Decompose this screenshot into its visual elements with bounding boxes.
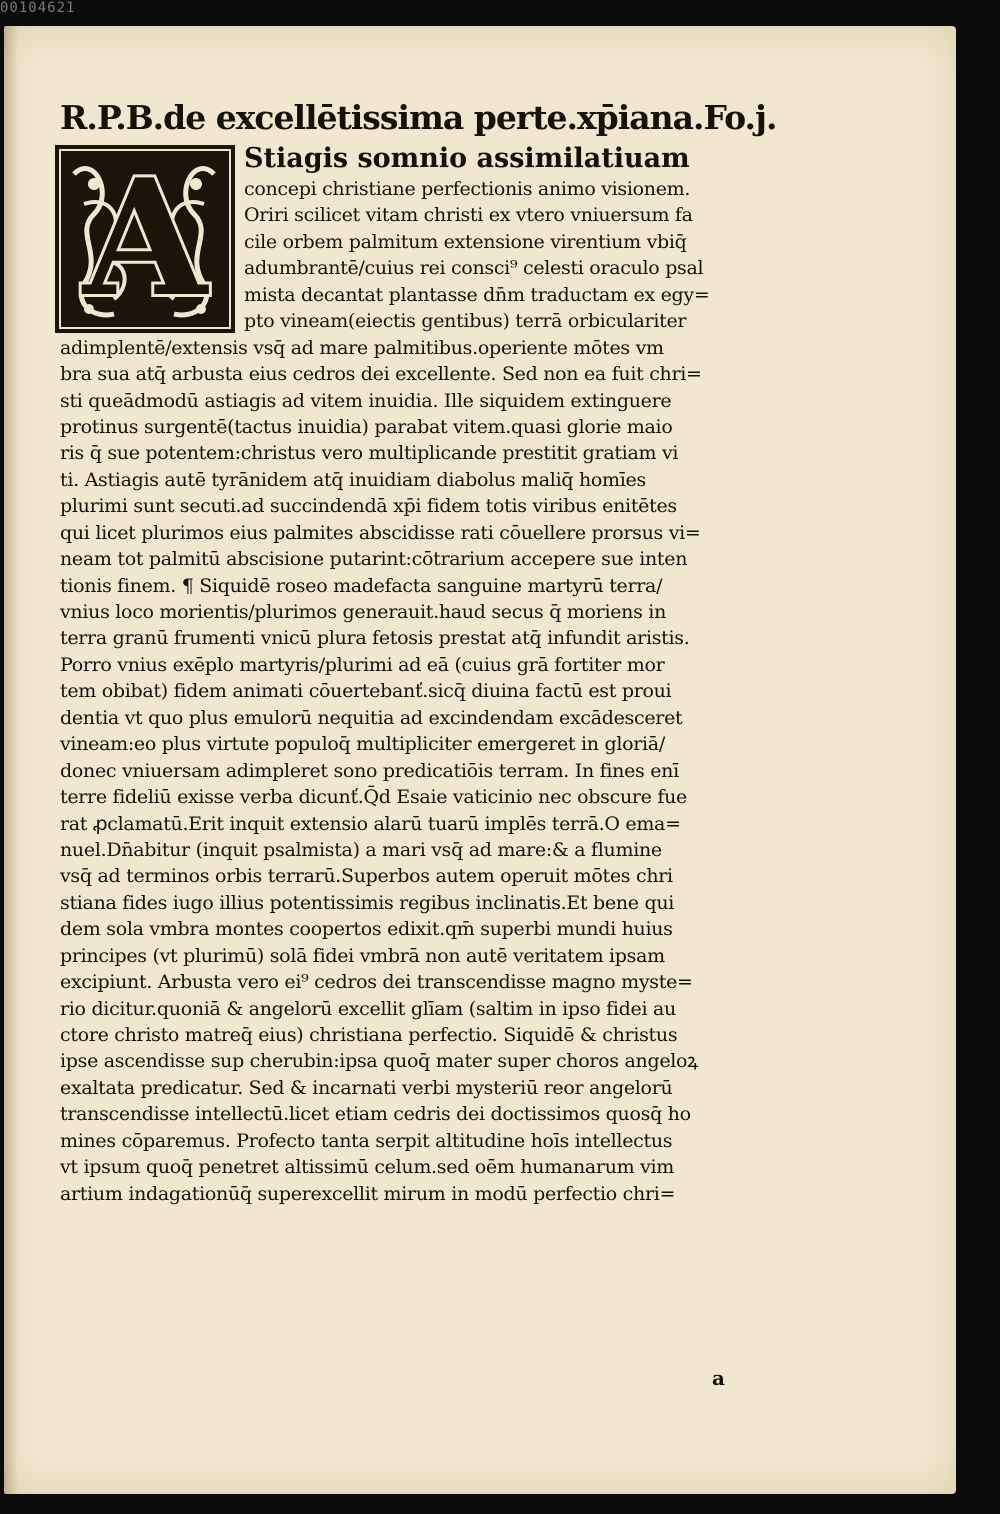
scan-id-label: 00104621 <box>0 0 76 16</box>
text-line: ris q̄ sue potentem:christus vero multiplicande prestitit gratiam vi <box>60 442 679 465</box>
text-line: terre fideliū exisse verba dicunť.Q̄d Esaie vaticinio nec obscure fue <box>60 786 687 809</box>
text-line: ipse ascendisse sup cherubin:ipsa quoq̄ mater super choros angeloꝝ <box>60 1050 698 1073</box>
page-content <box>60 98 777 1390</box>
text-line: vsq̄ ad terminos orbis terrarū.Superbos autem operuit mōtes chri <box>60 865 673 888</box>
text-line: nuel.Dn̄abitur (inquit psalmista) a mari vsq̄ ad mare:& a flumine <box>60 838 662 861</box>
text-line: tionis finem. ¶ Siquidē roseo madefacta sanguine martyrū terra/ <box>60 574 663 597</box>
signature-mark: a <box>712 1366 725 1390</box>
book-page <box>4 26 956 1494</box>
text-line: dentia vt quo plus emulorū nequitia ad excindendam excādesceret <box>60 706 683 729</box>
text-line: principes (vt plurimū) solā fidei vmbrā non autē veritatem ipsam <box>60 944 665 967</box>
running-head: R.P.B.de excellētissima perte.xp̄iana.Fo.j. <box>60 98 777 137</box>
text-line: stiana fides iugo illius potentissimis regibus inclinatis.Et bene qui <box>60 891 675 914</box>
text-line: cile orbem palmitum extensione virentium vbiq̄ <box>244 230 687 253</box>
text-line: Stiagis somnio assimilatiuam <box>244 143 690 174</box>
text-line: donec vniuersam adimpleret sono predicatiōis terram. In fines enī <box>60 759 679 782</box>
text-line: rio dicitur.quoniā & angelorū excellit glīam (saltim in ipso fidei au <box>60 997 676 1020</box>
text-line: bra sua atq̄ arbusta eius cedros dei excellente. Sed non ea fuit chri= <box>60 363 702 386</box>
text-line: sti queādmodū astiagis ad vitem inuidia. Ille siquidem extinguere <box>60 389 672 412</box>
initial-letter: A <box>82 144 208 332</box>
text-line: tem obibat) fidem animati cōuertebanť.sicq̄ diuina factū est proui <box>60 680 672 703</box>
text-line: vt ipsum quoq̄ penetret altissimū celum.sed oēm humanarum vim <box>60 1156 675 1179</box>
text-line: concepi christiane perfectionis animo visionem. <box>244 178 691 200</box>
text-line: rat ꝓclamatū.Erit inquit extensio alarū tuarū implēs terrā.O ema= <box>60 812 681 835</box>
text-line: Oriri scilicet vitam christi ex vtero vniuersum fa <box>244 204 693 227</box>
text-line: artium indagationūq̄ superexcellit mirum in modū perfectio chri= <box>60 1182 676 1205</box>
text-line: dem sola vmbra montes coopertos edixit.qm̄ superbi mundi huius <box>60 918 673 941</box>
text-line: vnius loco morientis/plurimos generauit.haud secus q̄ moriens in <box>60 601 667 623</box>
text-line: mista decantat plantasse dn̄m traductam ex egy= <box>244 283 710 306</box>
text-line: excipiunt. Arbusta vero ei⁹ cedros dei transcendisse magno myste= <box>60 971 693 994</box>
text-line: pto vineam(eiectis gentibus) terrā orbiculariter <box>244 310 687 333</box>
text-line: Porro vnius exēplo martyris/plurimi ad eā (cuius grā fortiter mor <box>60 653 665 676</box>
text-line: terra granū frumenti vnicū plura fetosis prestat atq̄ infundit aristis. <box>60 627 690 650</box>
decorated-initial <box>54 144 236 334</box>
text-line: neam tot palmitū abscisione putarint:cōtrarium accepere sue inten <box>60 548 688 571</box>
text-line: mines cōparemus. Profecto tanta serpit altitudine hoīs intellectus <box>60 1129 673 1152</box>
text-line: vineam:eo plus virtute populoq̄ multipliciter emergeret in gloriā/ <box>60 733 665 756</box>
text-line: protinus surgentē(tactus inuidia) parabat vitem.quasi glorie maio <box>60 415 673 438</box>
text-line: plurimi sunt secuti.ad succindendā xp̄i fidem totis viribus enitētes <box>60 495 677 518</box>
text-line: exaltata predicatur. Sed & incarnati verbi mysteriū reor angelorū <box>60 1076 673 1099</box>
text-line: ctore christo matreq̄ eius) christiana perfectio. Siquidē & christus <box>60 1024 678 1046</box>
text-line: ti. Astiagis autē tyrānidem atq̄ inuidiam diabolus maliq̄ homīes <box>60 468 646 491</box>
text-line: adimplentē/extensis vsq̄ ad mare palmitibus.operiente mōtes vm <box>60 336 664 359</box>
text-line: qui licet plurimos eius palmites abscidisse rati cōuellere prorsus vi= <box>60 521 701 544</box>
text-line: transcendisse intellectū.licet etiam cedris dei doctissimos quosq̄ ho <box>60 1103 691 1126</box>
text-line: adumbrantē/cuius rei consci⁹ celesti oraculo psal <box>244 257 704 280</box>
